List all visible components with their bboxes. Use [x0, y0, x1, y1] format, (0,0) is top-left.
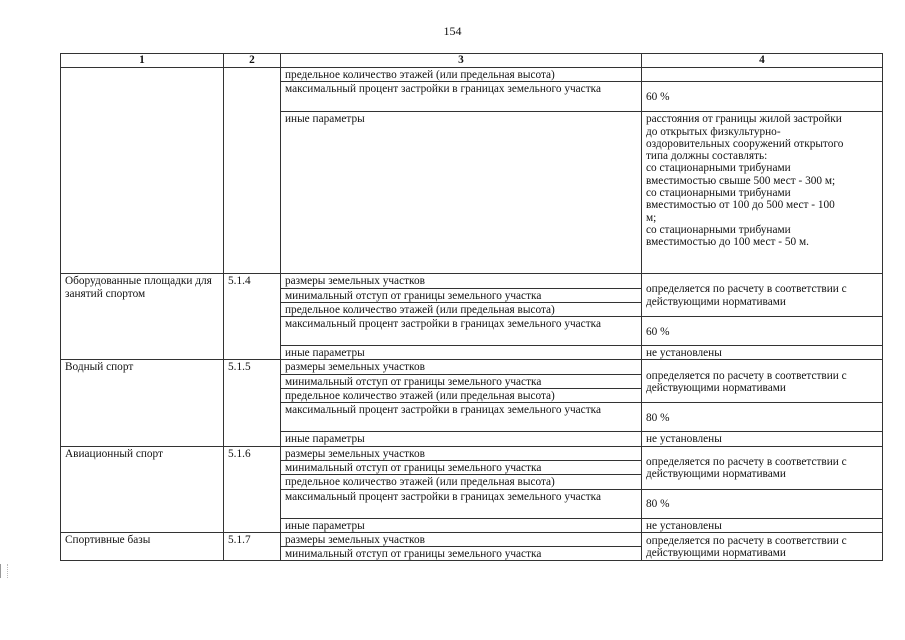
table-row	[61, 446, 883, 460]
param-cell: максимальный процент застройки в границах земельного участка	[281, 82, 642, 112]
group-name-cell: Спортивные базы	[61, 532, 224, 561]
param-cell: предельное количество этажей (или предельная высота)	[281, 302, 642, 316]
value-cell: определяется по расчету в соответствии с действующими нормативами	[642, 360, 883, 403]
param-cell: минимальный отступ от границы земельного участка	[281, 288, 642, 302]
regulations-table	[60, 53, 883, 561]
param-cell: минимальный отступ от границы земельного участка	[281, 374, 642, 388]
distance-line: оздоровительных сооружений открытого	[646, 137, 844, 150]
param-cell: предельное количество этажей (или предельная высота)	[281, 475, 642, 489]
distance-line: до открытых физкультурно-	[646, 125, 781, 138]
group-code-cell: 5.1.4	[224, 274, 281, 360]
col-header-4: 4	[642, 54, 883, 68]
page-number: 154	[443, 24, 462, 38]
group-code-cell	[224, 68, 281, 274]
scan-edge-mark	[0, 564, 8, 578]
header-row	[61, 54, 883, 68]
distance-line: типа должны составлять:	[646, 150, 768, 163]
param-cell: размеры земельных участков	[281, 274, 642, 288]
value-cell	[642, 112, 883, 274]
table-row	[61, 532, 883, 546]
value-cell: 60 %	[642, 317, 883, 346]
table-row	[61, 274, 883, 288]
value-cell	[642, 68, 883, 82]
group-name-cell	[61, 68, 224, 274]
distance-line: со стационарными трибунами	[646, 223, 791, 236]
distance-line: вместимостью свыше 500 мест - 300 м;	[646, 174, 836, 187]
param-cell: максимальный процент застройки в границах земельного участка	[281, 403, 642, 432]
value-cell: не установлены	[642, 346, 883, 360]
distance-line: м;	[646, 211, 657, 224]
value-cell: 80 %	[642, 403, 883, 432]
value-cell: 80 %	[642, 489, 883, 518]
value-cell: определяется по расчету в соответствии с действующими нормативами	[642, 274, 883, 317]
value-cell: 60 %	[642, 82, 883, 112]
param-cell: иные параметры	[281, 432, 642, 446]
group-name-cell: Авиационный спорт	[61, 446, 224, 532]
param-cell: максимальный процент застройки в границах земельного участка	[281, 317, 642, 346]
distance-line: вместимостью до 100 мест - 50 м.	[646, 236, 809, 249]
group-name-cell: Оборудованные площадки для занятий спортом	[61, 274, 224, 360]
col-header-2: 2	[224, 54, 281, 68]
distance-line: расстояния от границы жилой застройки	[646, 113, 842, 126]
param-cell: иные параметры	[281, 112, 642, 274]
table-row	[61, 360, 883, 374]
param-cell: минимальный отступ от границы земельного участка	[281, 460, 642, 474]
distance-line: со стационарными трибунами	[646, 187, 791, 200]
param-cell: иные параметры	[281, 518, 642, 532]
col-header-3: 3	[281, 54, 642, 68]
col-header-1: 1	[61, 54, 224, 68]
param-cell: иные параметры	[281, 346, 642, 360]
param-cell: размеры земельных участков	[281, 360, 642, 374]
distance-line: вместимостью от 100 до 500 мест - 100	[646, 199, 835, 212]
value-cell: не установлены	[642, 432, 883, 446]
param-cell: предельное количество этажей (или предельная высота)	[281, 68, 642, 82]
group-code-cell: 5.1.5	[224, 360, 281, 446]
value-cell: не установлены	[642, 518, 883, 532]
group-code-cell: 5.1.6	[224, 446, 281, 532]
value-cell: определяется по расчету в соответствии с действующими нормативами	[642, 446, 883, 489]
group-name-cell: Водный спорт	[61, 360, 224, 446]
param-cell: размеры земельных участков	[281, 532, 642, 546]
param-cell: предельное количество этажей (или предельная высота)	[281, 389, 642, 403]
param-cell: максимальный процент застройки в границах земельного участка	[281, 489, 642, 518]
table-row	[61, 68, 883, 82]
group-code-cell: 5.1.7	[224, 532, 281, 561]
distance-line: со стационарными трибунами	[646, 162, 791, 175]
value-cell: определяется по расчету в соответствии с действующими нормативами	[642, 532, 883, 561]
param-cell: минимальный отступ от границы земельного участка	[281, 547, 642, 561]
param-cell: размеры земельных участков	[281, 446, 642, 460]
